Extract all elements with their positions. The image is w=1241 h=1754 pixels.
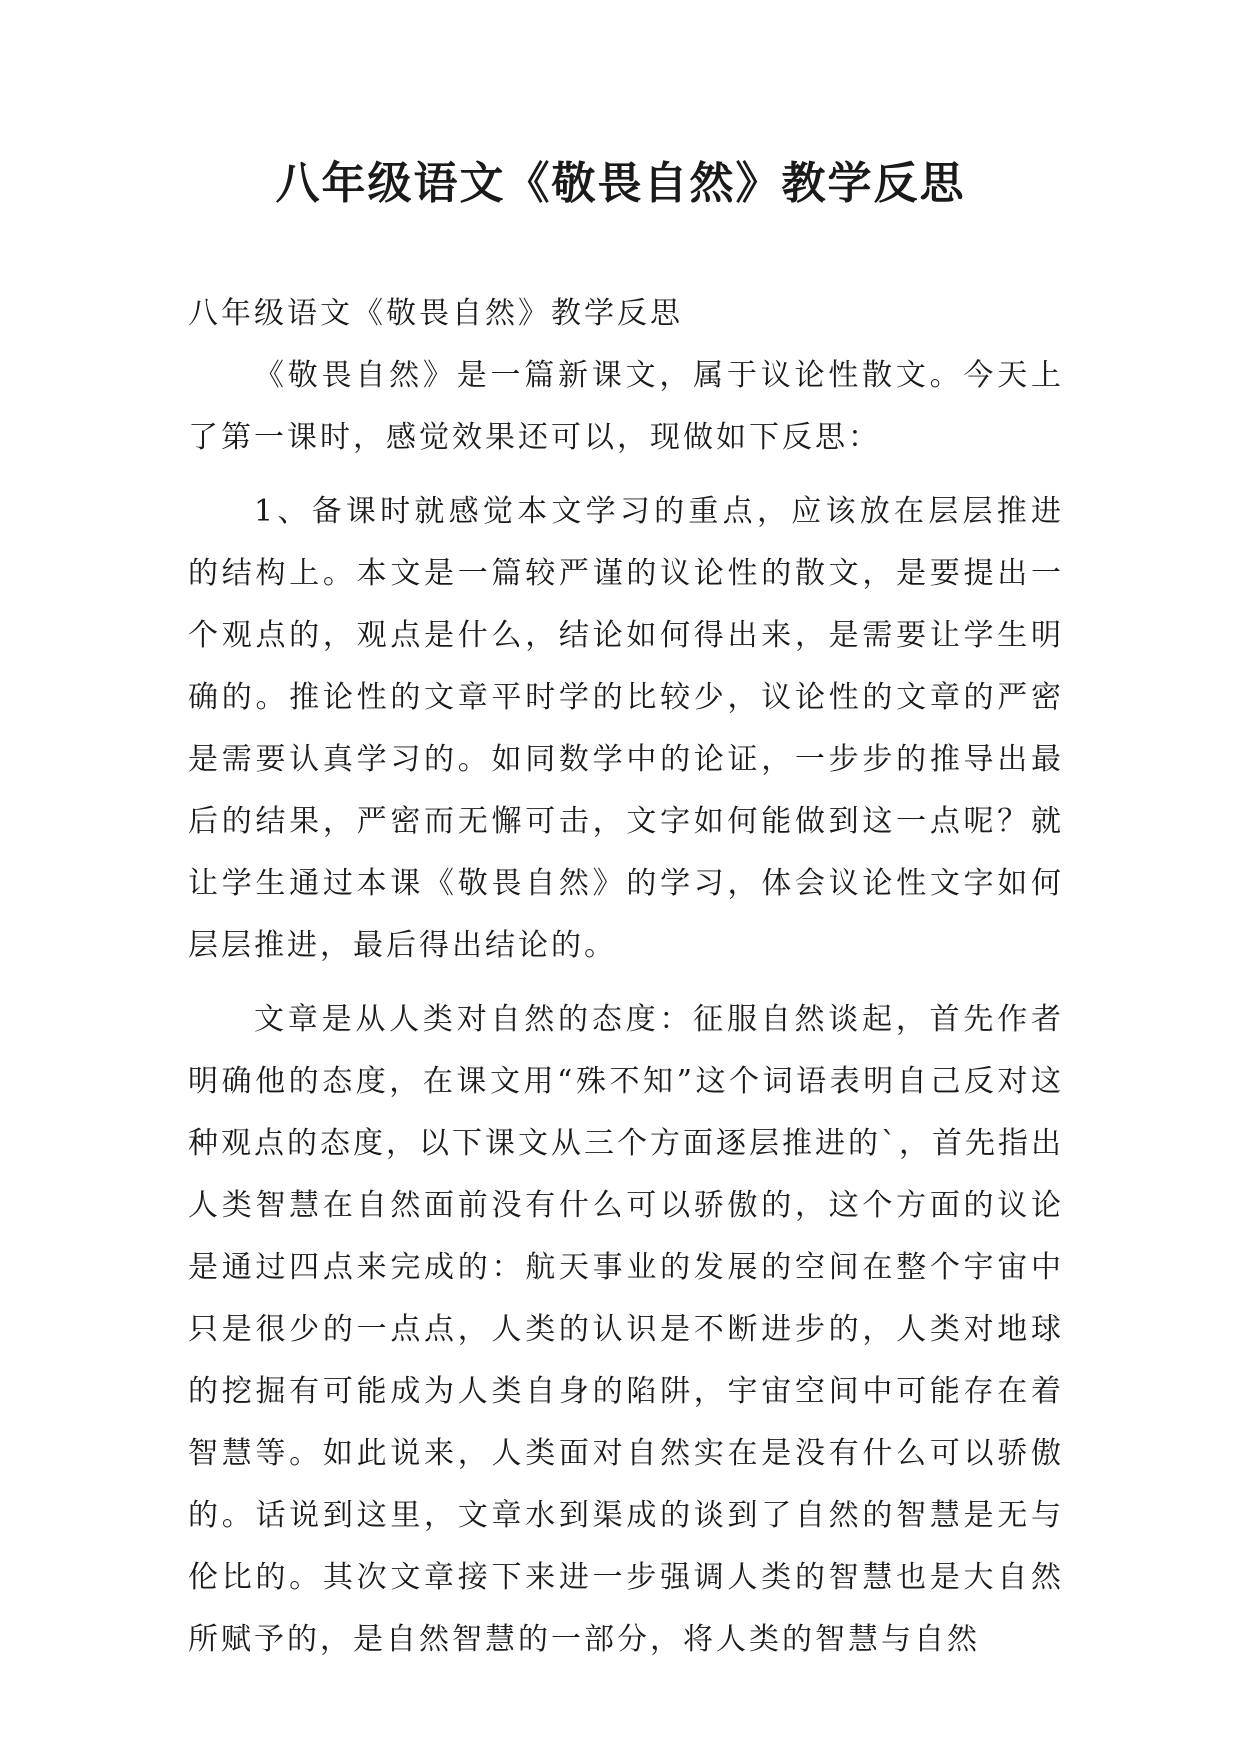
- document-title: 八年级语文《敬畏自然》教学反思: [275, 158, 966, 209]
- paragraph-intro: 《敬畏自然》是一篇新课文，属于议论性散文。今天上了第一课时，感觉效果还可以，现做如下反思：: [188, 358, 1064, 455]
- document-subtitle: 八年级语文《敬畏自然》教学反思: [188, 296, 683, 331]
- document-body: [188, 283, 1064, 1671]
- paragraph-structure-analysis: 文章是从人类对自然的态度：征服自然谈起，首先作者明确他的态度，在课文用“殊不知”这个词语表明自己反对这种观点的态度，以下课文从三个方面逐层推进的`，首先指出人类智慧在自然面前没有什么可以骄傲的，这个方面的议论是通过四点来完成的：航天事业的发展的空间在整个宇宙中只是很少的一点点，人类的认识是不断进步的，人类对地球的挖掘有可能成为人类自身的陷阱，宇宙空间中可能存在着智慧等。如此说来，人类面对自然实在是没有什么可以骄傲的。话说到这里，文章水到渠成的谈到了自然的智慧是无与伦比的。其次文章接下来进一步强调人类的智慧也是大自然所赋予的，是自然智慧的一部分，将人类的智慧与自然: [188, 1002, 1064, 1657]
- paragraph-point-1: 1、备课时就感觉本文学习的重点，应该放在层层推进的结构上。本文是一篇较严谨的议论性的散文，是要提出一个观点的，观点是什么，结论如何得出来，是需要让学生明确的。推论性的文章平时学的比较少，议论性的文章的严密是需要认真学习的。如同数学中的论证，一步步的推导出最后的结果，严密而无懈可击，文字如何能做到这一点呢？就让学生通过本课《敬畏自然》的学习，体会议论性文字如何层层推进，最后得出结论的。: [188, 494, 1064, 963]
